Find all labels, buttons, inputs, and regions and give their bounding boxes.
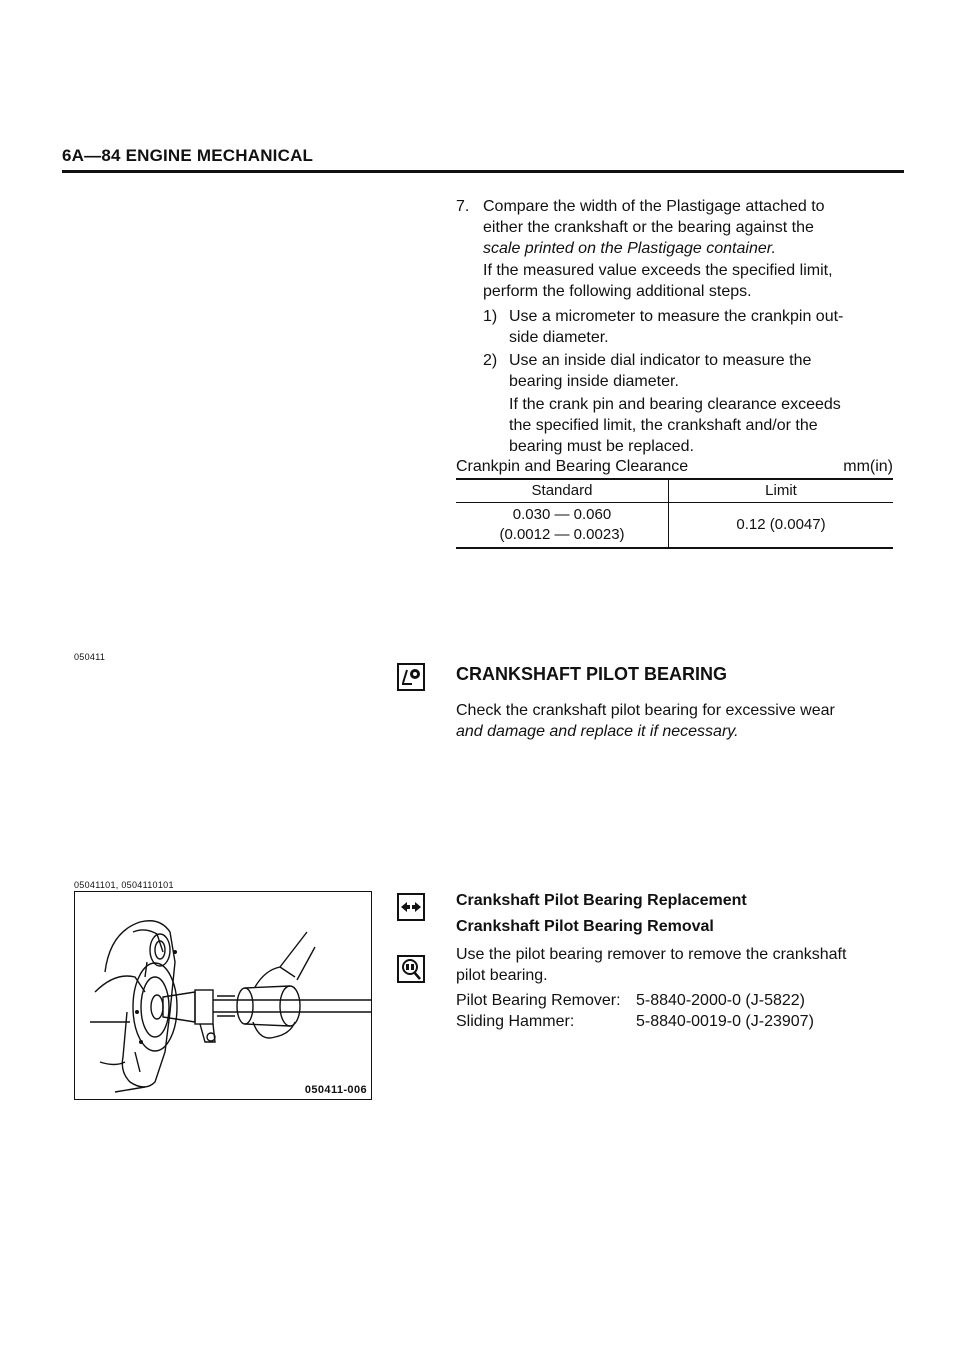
sub-step-line: Use an inside dial indicator to measure the: [509, 352, 812, 369]
standard-value-mm: 0.030 — 0.060: [512, 505, 612, 523]
header-rule: [62, 170, 904, 173]
removal-heading: Crankshaft Pilot Bearing Removal: [456, 918, 714, 935]
tool-number: 5-8840-2000-0 (J-5822): [636, 992, 805, 1009]
standard-value-in: (0.0012 — 0.0023): [499, 525, 625, 543]
paragraph-line: If the measured value exceeds the specified limit,: [483, 262, 833, 279]
table-header-standard: Standard: [456, 480, 669, 502]
clearance-table: [456, 480, 893, 549]
paragraph-line: perform the following additional steps.: [483, 283, 752, 300]
sub-step-number: 2): [483, 352, 498, 369]
note-line: the specified limit, the crankshaft and/or the: [509, 417, 818, 434]
page-header-title: 6A—84 ENGINE MECHANICAL: [62, 146, 314, 165]
tool-label: Sliding Hammer:: [456, 1013, 575, 1030]
body-line: Check the crankshaft pilot bearing for excessive wear: [456, 702, 835, 719]
tool-list: [456, 990, 893, 1032]
table-header-limit: Limit: [765, 482, 797, 500]
reference-code: 050411: [74, 652, 106, 662]
tool-number: 5-8840-0019-0 (J-23907): [636, 1013, 814, 1030]
sub-step-1-text: [509, 306, 893, 348]
tool-row: [456, 1011, 893, 1032]
sub-step-line: bearing inside diameter.: [509, 373, 679, 390]
step-line: scale printed on the Plastigage container.: [483, 240, 776, 257]
body-line: and damage and replace it if necessary.: [456, 723, 739, 740]
reference-code: 05041101, 0504110101: [74, 880, 174, 890]
note-line: bearing must be replaced.: [509, 438, 694, 455]
note-line: If the crank pin and bearing clearance exceeds: [509, 396, 841, 413]
table-cell-standard: [456, 502, 669, 548]
section-title: CRANKSHAFT PILOT BEARING: [456, 664, 727, 684]
figure-label: 050411-006: [304, 1084, 367, 1096]
replacement-heading: Crankshaft Pilot Bearing Replacement: [456, 892, 747, 909]
table-caption: Crankpin and Bearing Clearance: [456, 458, 689, 475]
removal-icon: [397, 955, 425, 983]
step-line: Compare the width of the Plastigage attached to: [483, 198, 825, 215]
sub-step-line: Use a micrometer to measure the crankpin out-: [509, 308, 844, 325]
step-number: 7.: [456, 198, 470, 215]
inspect-icon: [397, 663, 425, 691]
body-line: pilot bearing.: [456, 967, 548, 984]
step-7-paragraph: [483, 260, 893, 302]
tool-label: Pilot Bearing Remover:: [456, 992, 621, 1009]
table-cell-limit: 0.12 (0.0047): [736, 516, 826, 534]
section-body: [456, 700, 893, 742]
step-7-text: [483, 196, 893, 259]
step-line: either the crankshaft or the bearing against the: [483, 219, 814, 236]
replace-icon: [397, 893, 425, 921]
sub-step-2-text: [509, 350, 893, 392]
sub-step-number: 1): [483, 308, 498, 325]
sub-step-2-note: [509, 394, 893, 457]
removal-body: [456, 944, 893, 986]
illustration-figure: [74, 891, 372, 1100]
table-unit: mm(in): [843, 458, 893, 475]
pilot-bearing-removal-illustration: [75, 892, 371, 1099]
sub-step-line: side diameter.: [509, 329, 609, 346]
tool-row: [456, 990, 893, 1011]
body-line: Use the pilot bearing remover to remove the crankshaft: [456, 946, 847, 963]
